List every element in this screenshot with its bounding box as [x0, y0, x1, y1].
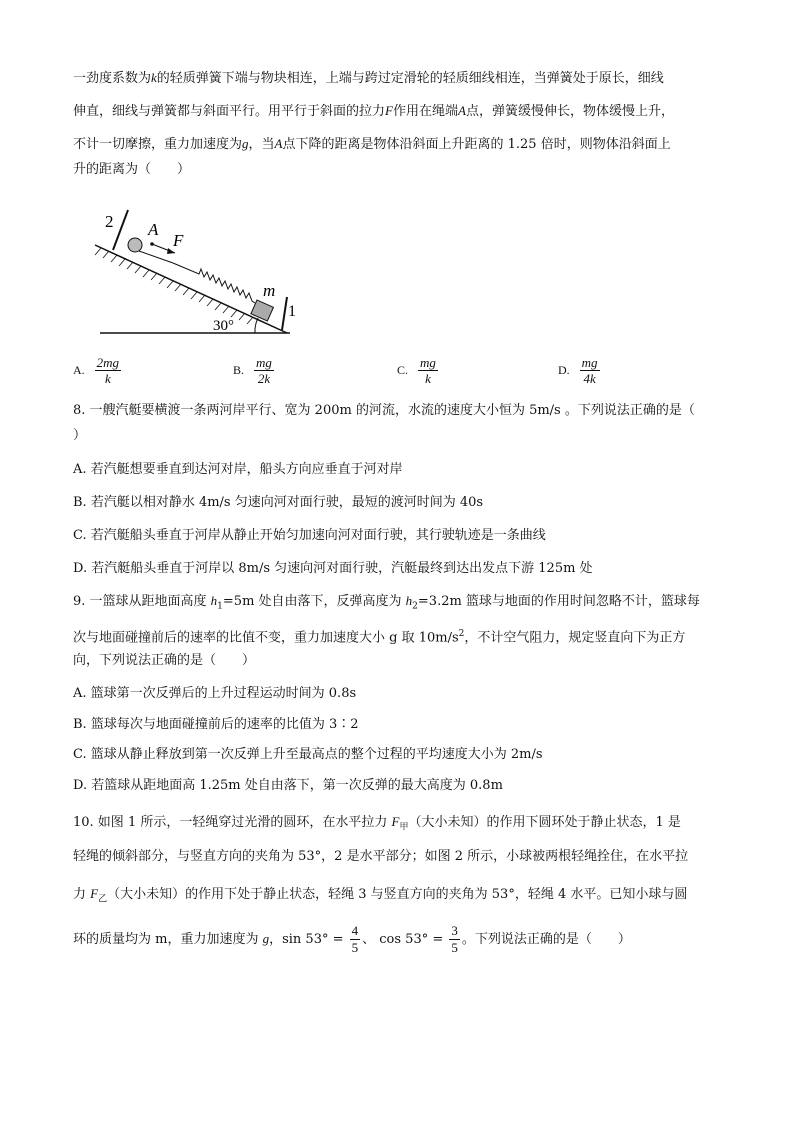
fraction: $\frac{mg}{4k}$ [581, 355, 598, 386]
q8-option-d[interactable]: D. 若汽艇船头垂直于河岸以 8m/s 匀速向河对面行驶，汽艇最终到达出发点下游 125m 处 [73, 561, 593, 576]
fraction: $\frac{mg}{2k}$ [256, 355, 272, 386]
label-angle: 30° [213, 318, 234, 334]
cos-fraction: $\frac{3}{5}$ [451, 923, 458, 955]
pulley [128, 238, 142, 252]
q9-line-3: 向，下列说法正确的是（ ） [73, 653, 256, 668]
q7-line-2: 伸直，细线与弹簧都与斜面平行。用平行于斜面的拉力F作用在绳端A点，弹簧缓慢伸长，物体缓慢上升， [73, 103, 674, 119]
q7-line-4: 升的距离为（ ） [73, 162, 191, 177]
q7-option-a[interactable]: A. $\frac{2mg}{k}$ [73, 355, 120, 386]
label-A: A [148, 220, 159, 239]
q9-option-d[interactable]: D. 若篮球从距地面高 1.25m 处自由落下，第一次反弹的最大高度为 0.8m [73, 778, 503, 793]
label-m: m [263, 281, 276, 300]
q9-line-1: 9. 一篮球从距地面高度 $h_1=5m$ 处自由落下，反弹高度为 $h_2=3.2m$ 篮球与地面的作用时间忽略不计，篮球每 [73, 593, 700, 612]
incline-figure [95, 205, 295, 345]
spring [173, 263, 255, 303]
q8-stem-1: 8. 一艘汽艇要横渡一条两河岸平行、宽为 200m 的河流，水流的速度大小恒为 5m/s 。下列说法正确的是（ [73, 403, 695, 418]
q7-option-d[interactable]: D. $\frac{mg}{4k}$ [558, 355, 598, 386]
q8-option-b[interactable]: B. 若汽艇以相对静水 4m/s 匀速向河对面行驶，最短的渡河时间为 40s [73, 495, 484, 510]
stopper-1 [282, 297, 287, 330]
incline-surface [95, 245, 287, 333]
fraction: $\frac{mg}{k}$ [420, 355, 436, 386]
sin-fraction: $\frac{4}{5}$ [351, 923, 359, 955]
q8-stem-2: ） [73, 428, 87, 443]
fraction: $\frac{2mg}{k}$ [96, 355, 120, 386]
q9-line-2: 次与地面碰撞前后的速率的比值不变，重力加速度大小 g 取 $10m/s^2$，不计空气阻力，规定竖直向下为正方 [73, 629, 686, 646]
q8-option-c[interactable]: C. 若汽艇船头垂直于河岸从静止开始匀加速向河对面行驶，其行驶轨迹是一条曲线 [73, 528, 546, 543]
wall-2 [113, 210, 128, 250]
q10-line-3: 力 $F_乙$（大小未知）的作用下处于静止状态，轻绳 3 与竖直方向的夹角为 53°，轻绳 4 水平。已知小球与圆 [73, 886, 688, 905]
q9-option-b[interactable]: B. 篮球每次与地面碰撞前后的速率的比值为 3∶2 [73, 717, 359, 732]
q10-line-2: 轻绳的倾斜部分，与竖直方向的夹角为 53°，2 是水平部分；如图 2 所示，小球被两根轻绳拴住，在水平拉 [73, 849, 689, 864]
label-F: F [173, 231, 184, 250]
q7-line-3: 不计一切摩擦，重力加速度为g，当A点下降的距离是物体沿斜面上升距离的 1.25 倍时，则物体沿斜面上 [73, 136, 671, 152]
q8-option-a[interactable]: A. 若汽艇想要垂直到达河对岸，船头方向应垂直于河对岸 [73, 462, 403, 477]
label-2: 2 [105, 212, 114, 231]
angle-arc [255, 318, 258, 333]
q7-option-c[interactable]: C. $\frac{mg}{k}$ [397, 355, 436, 386]
q7-line-1: 一劲度系数为k的轻质弹簧下端与物块相连，上端与跨过定滑轮的轻质细线相连，当弹簧处于原长，细线 [73, 70, 664, 86]
q10-line-4: 环的质量均为 m，重力加速度为 g，sin 53° = $\frac{4}{5}$ 、 cos 53° = $\frac{3}{5}$ 。下列说法正确的是（ ） [73, 923, 631, 955]
label-1: 1 [288, 303, 296, 320]
q10-line-1: 10. 如图 1 所示，一轻绳穿过光滑的圆环，在水平拉力 $F_甲$（大小未知）的作用下圆环处于静止状态，1 是 [73, 814, 681, 833]
q7-option-b[interactable]: B. $\frac{mg}{2k}$ [233, 355, 272, 386]
q9-option-a[interactable]: A. 篮球第一次反弹后的上升过程运动时间为 0.8s [73, 686, 357, 701]
q9-option-c[interactable]: C. 篮球从静止释放到第一次反弹上升至最高点的整个过程的平均速度大小为 2m/s [73, 747, 543, 762]
